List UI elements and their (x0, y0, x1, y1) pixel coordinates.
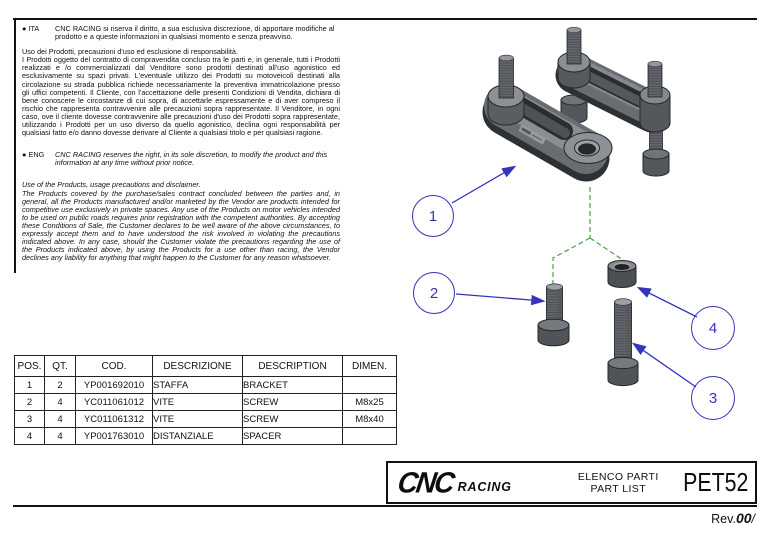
bullet-icon: ● (22, 24, 27, 33)
col-header-cod: COD. (76, 356, 153, 377)
cell-description: BRACKET (243, 377, 343, 394)
col-header-description: DESCRIPTION (243, 356, 343, 377)
eng-bullet-tag: ● ENG (22, 150, 45, 160)
brand-cnc-text: CNC (395, 465, 456, 499)
table-row (15, 377, 397, 394)
table-row (15, 428, 397, 445)
part-code: PET52 (682, 467, 748, 497)
callout-number: 1 (428, 207, 438, 225)
screw-long (608, 299, 638, 386)
list-label-it: ELENCO PARTI (577, 470, 659, 483)
callout-number: 4 (708, 319, 718, 337)
cell-qt: 4 (45, 411, 76, 428)
ita-body: I Prodotti oggetto del contratto di compravendita concluso tra le parti e, in generale, tutti i Prodotti realizzati e /o commercializzati dal Venditore sono prodotti destinati all'uso agonistico ed esclusivamente su spazi privati. L'eventuale utilizzo dei Prodotti su motoveicoli destinati alla circolazione su strada pubblica richiede necessariamente la preventiva immatricolazione presso gli uffici competenti. Il Cliente, con l'accettazione delle presenti Condizioni di Vendita, dichiara di bene conoscere le circostanze di cui sopra, di accettarle espressamente e di aver compreso il rischio che rappresenta contravvenire alle precauzioni sopra rappresentate. Il Venditore, in ogni caso, ove il cliente dovesse contravvenire alle precauzioni d'uso dei Prodotti sopra rappresentate, utilizzando i Prodotti per un uso diverso da quello agonistico, declina ogni responsabilità per qualsiasi fatto e/o danno dovesse derivare al Cliente a qualsiasi titolo e per qualsiasi ragione. (22, 55, 340, 138)
bullet-icon: ● (22, 150, 27, 160)
spacer-part (608, 261, 636, 288)
ita-intro-text: CNC RACING si riserva il diritto, a sua esclusiva discrezione, di apportare modifiche al prodotto e a queste informazioni in qualsiasi momento e senza preavviso. (55, 24, 335, 42)
col-header-dimen: DIMEN. (343, 356, 397, 377)
revision-suffix: / (751, 512, 755, 526)
eng-intro-text: CNC RACING reserves the right, in its sole discretion, to modify the product and this information at any time without prior notice. (55, 150, 328, 168)
parts-table (14, 355, 397, 445)
cell-dimen (343, 377, 397, 394)
cell-description: SCREW (243, 394, 343, 411)
revision-label: Rev. (711, 512, 736, 526)
cell-descrizione: DISTANZIALE (153, 428, 243, 445)
col-header-descrizione: DESCRIZIONE (153, 356, 243, 377)
revision-note (711, 510, 755, 526)
cell-descrizione: VITE (153, 394, 243, 411)
list-labels (561, 471, 676, 495)
ita-bullet-tag: ● ITA (22, 24, 40, 33)
list-label-en: PART LIST (590, 482, 647, 495)
cell-description: SPACER (243, 428, 343, 445)
cell-pos: 4 (15, 428, 45, 445)
cell-cod: YC011061012 (76, 394, 153, 411)
brand-racing-text: RACING (457, 479, 512, 494)
callout-number: 2 (429, 284, 439, 302)
revision-value: 00 (735, 510, 752, 526)
eng-body: The Products covered by the purchase/sales contract concluded between the parties and, in general, all the Products manufactured and/or marketed by the Vendor are products intended for competitive use exclusively in private spaces. Any use of the Products on motor vehicles intended to be used on public roads requires prior registration with the competent authorities. By accepting these Conditions of Sale, the Customer declares to be well aware of the above circumstances, to expressly accept them and to have understood the risk involved in violating the precautions indicated above. In any case, should the Customer violate the precautions regarding the use of the Products indicated above, by using the Products for a use other than racing, the Vendor declines any liability for anything that might happen to the Customer for any reason whatsoever. (22, 188, 340, 263)
cell-cod: YP001763010 (76, 428, 153, 445)
cell-dimen (343, 428, 397, 445)
ita-heading: Uso dei Prodotti, precauzioni d'uso ed esclusione di responsabilità. (22, 47, 238, 57)
cell-pos: 3 (15, 411, 45, 428)
screw-short (538, 284, 569, 346)
cell-pos: 2 (15, 394, 45, 411)
cell-descrizione: VITE (153, 411, 243, 428)
brand-logo (388, 465, 561, 499)
cell-cod: YP001692010 (76, 377, 153, 394)
parts-table-header-row (15, 356, 397, 377)
cell-descrizione: STAFFA (153, 377, 243, 394)
col-header-pos: POS. (15, 356, 45, 377)
leader-line-3 (634, 344, 696, 387)
cell-cod: YC011061312 (76, 411, 153, 428)
cell-qt: 4 (45, 394, 76, 411)
cell-pos: 1 (15, 377, 45, 394)
title-block (386, 461, 757, 504)
callout-balloon-3 (691, 376, 735, 420)
cell-qt: 4 (45, 428, 76, 445)
table-row (15, 411, 397, 428)
callout-leaders (452, 167, 697, 387)
col-header-qt: QT. (45, 356, 76, 377)
callout-number: 3 (708, 389, 718, 407)
callout-balloon-4 (691, 306, 735, 350)
parts-table-body (15, 377, 397, 445)
cell-description: SCREW (243, 411, 343, 428)
table-row (15, 394, 397, 411)
cell-qt: 2 (45, 377, 76, 394)
leader-line-2 (456, 294, 543, 301)
callout-balloon-2 (413, 272, 455, 314)
eng-heading: Use of the Products, usage precautions and disclaimer. (22, 180, 201, 190)
callout-balloon-1 (412, 195, 454, 237)
leader-line-4 (639, 288, 697, 317)
cell-dimen: M8x40 (343, 411, 397, 428)
cell-dimen: M8x25 (343, 394, 397, 411)
leader-line-1 (452, 167, 514, 203)
